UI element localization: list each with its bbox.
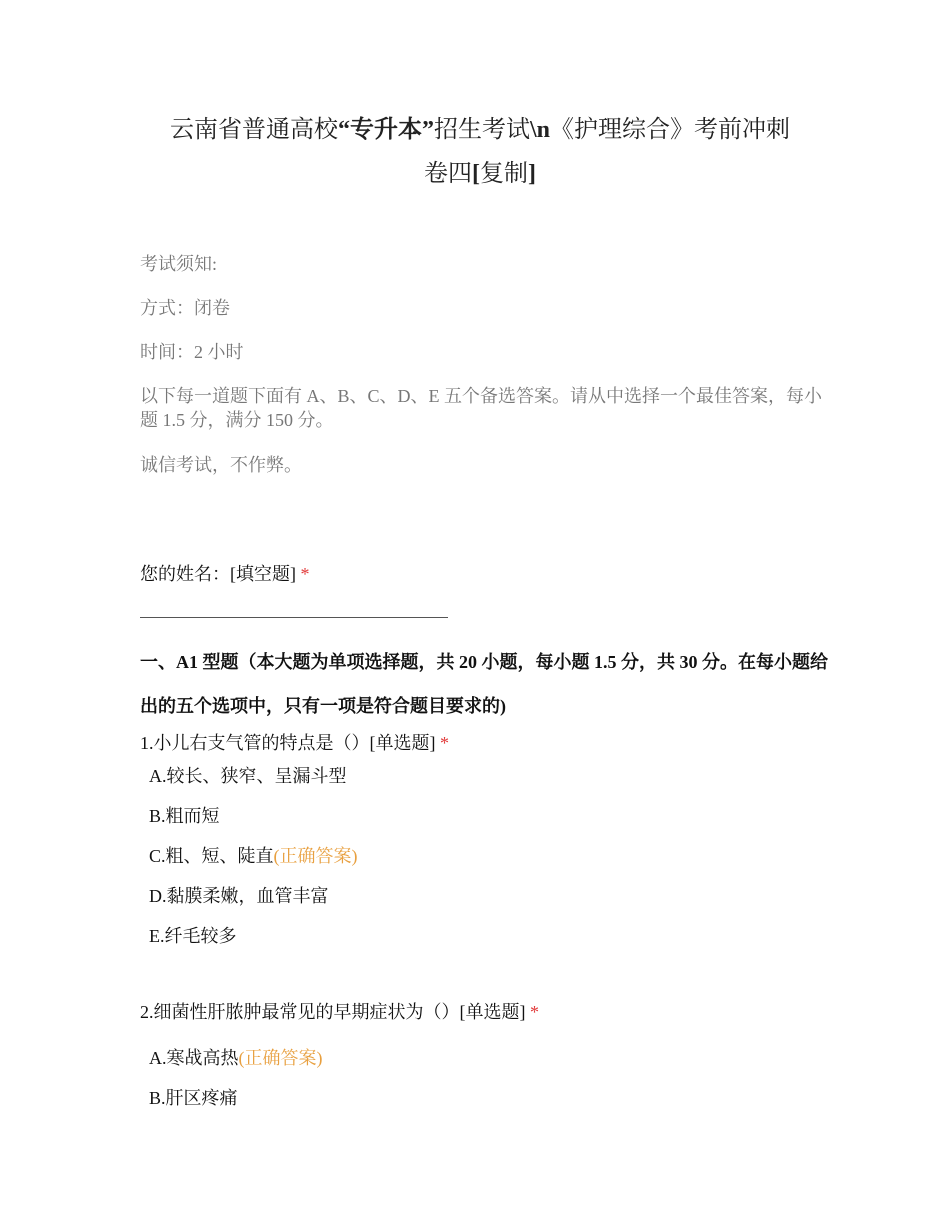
option-text: E.纤毛较多 bbox=[149, 926, 237, 946]
name-field-text: 您的姓名：[填空题] bbox=[140, 564, 296, 584]
required-mark: * bbox=[530, 1002, 539, 1022]
page-title bbox=[140, 108, 820, 196]
section-heading: 一、A1 型题（本大题为单项选择题，共 20 小题，每小题 1.5 分，共 30 分。在每小题给出的五个选项中，只有一项是符合题目要求的) bbox=[140, 652, 828, 716]
title-text: 云南省普通高校 bbox=[169, 117, 338, 143]
question-2-stem bbox=[140, 1000, 539, 1024]
question-1-option-b[interactable] bbox=[149, 804, 220, 828]
title-line-1 bbox=[140, 108, 820, 152]
option-text: B.粗而短 bbox=[149, 806, 220, 826]
notice-instructions: 以下每一道题下面有 A、B、C、D、E 五个备选答案。请从中选择一个最佳答案，每小题 1.5 分，满分 150 分。 bbox=[140, 386, 823, 430]
title-text: “专升本” bbox=[337, 117, 434, 143]
question-stem-text: 1.小儿右支气管的特点是（）[单选题] bbox=[140, 733, 436, 753]
question-stem-text: 2.细菌性肝脓肿最常见的早期症状为（）[单选题] bbox=[140, 1002, 526, 1022]
name-field-label bbox=[140, 562, 310, 586]
required-mark: * bbox=[300, 564, 310, 584]
required-mark: * bbox=[440, 733, 449, 753]
question-1-option-d[interactable] bbox=[149, 884, 329, 908]
question-2-option-a[interactable] bbox=[149, 1046, 323, 1070]
title-text: ] bbox=[528, 161, 536, 187]
question-1-option-c[interactable] bbox=[149, 844, 358, 868]
title-text: 卷四 bbox=[424, 161, 472, 187]
notice-heading: 考试须知: bbox=[140, 254, 218, 274]
question-1-option-a[interactable] bbox=[149, 764, 347, 788]
notice-method: 方式：闭卷 bbox=[140, 298, 230, 318]
correct-answer-tag: (正确答案) bbox=[273, 846, 358, 866]
question-1-stem bbox=[140, 731, 449, 755]
notice-honesty: 诚信考试，不作弊。 bbox=[140, 455, 302, 475]
option-text: D.黏膜柔嫩，血管丰富 bbox=[149, 886, 329, 906]
option-text: B.肝区疼痛 bbox=[149, 1088, 238, 1108]
name-input-line[interactable] bbox=[140, 617, 448, 618]
option-text: A.较长、狭窄、呈漏斗型 bbox=[149, 766, 347, 786]
title-text: [ bbox=[472, 161, 480, 187]
question-2-option-b[interactable] bbox=[149, 1086, 238, 1110]
option-text: C.粗、短、陡直 bbox=[149, 846, 274, 866]
title-line-2 bbox=[140, 152, 820, 196]
question-1-option-e[interactable] bbox=[149, 924, 237, 948]
correct-answer-tag: (正确答案) bbox=[238, 1048, 323, 1068]
title-text: \n bbox=[529, 117, 550, 143]
title-text: 招生考试 bbox=[433, 117, 530, 143]
title-text: 《护理综合》考前冲刺 bbox=[550, 117, 790, 143]
option-text: A.寒战高热 bbox=[149, 1048, 239, 1068]
notice-time: 时间：2 小时 bbox=[140, 342, 244, 362]
title-text: 复制 bbox=[480, 161, 528, 187]
